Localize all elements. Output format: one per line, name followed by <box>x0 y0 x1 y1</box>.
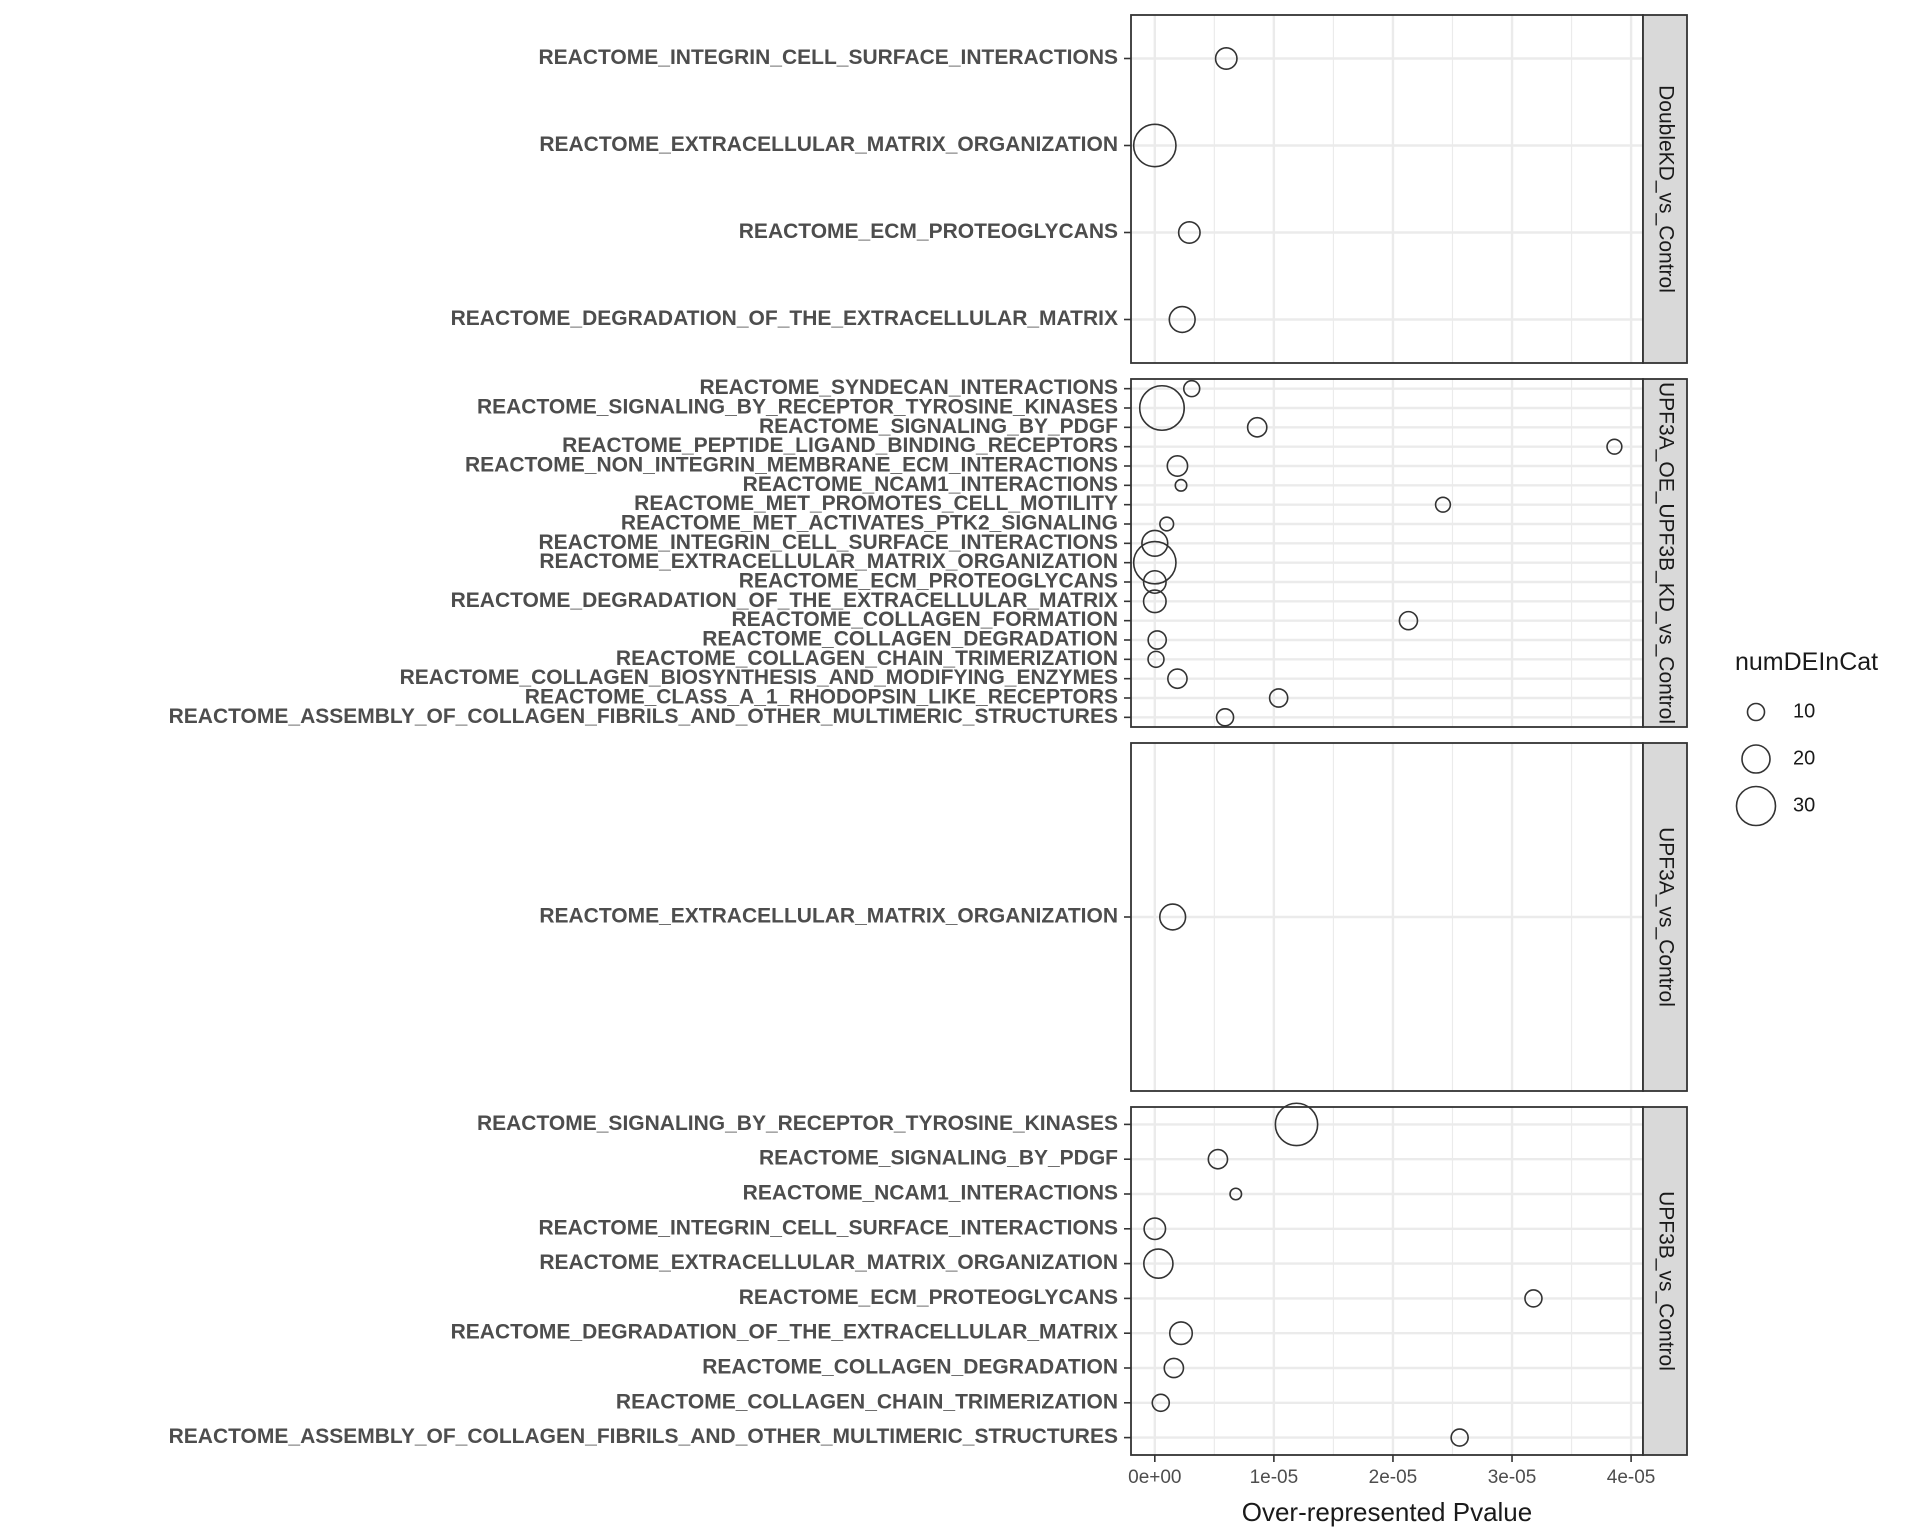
pathway-label: REACTOME_PEPTIDE_LIGAND_BINDING_RECEPTORS <box>562 434 1118 458</box>
legend-key-label: 10 <box>1793 700 1816 723</box>
pathway-label: REACTOME_COLLAGEN_FORMATION <box>731 608 1118 632</box>
facet-panel <box>539 743 1687 1091</box>
pathway-label: REACTOME_EXTRACELLULAR_MATRIX_ORGANIZATION <box>539 904 1118 928</box>
facet-strip-label: UPF3A_OE_UPF3B_KD_vs_Control <box>1654 382 1678 724</box>
pathway-label: REACTOME_NCAM1_INTERACTIONS <box>742 1181 1118 1205</box>
pathway-label: REACTOME_ASSEMBLY_OF_COLLAGEN_FIBRILS_AND_OTHER_MULTIMERIC_STRUCTURES <box>168 704 1118 728</box>
x-tick-label: 2e-05 <box>1368 1467 1418 1488</box>
legend-key-circle <box>1737 787 1776 826</box>
legend-key-label: 30 <box>1793 794 1816 817</box>
facet-panel <box>169 376 1687 728</box>
legend-key-circle <box>1742 745 1770 773</box>
panel-background <box>1131 15 1643 363</box>
x-tick-label: 4e-05 <box>1606 1467 1656 1488</box>
pathway-label: REACTOME_ECM_PROTEOGLYCANS <box>738 220 1118 244</box>
pathway-label: REACTOME_EXTRACELLULAR_MATRIX_ORGANIZATION <box>539 550 1118 574</box>
pathway-label: REACTOME_COLLAGEN_CHAIN_TRIMERIZATION <box>615 1390 1118 1414</box>
pathway-label: REACTOME_INTEGRIN_CELL_SURFACE_INTERACTIONS <box>538 530 1118 554</box>
pathway-label: REACTOME_SIGNALING_BY_RECEPTOR_TYROSINE_KINASES <box>476 395 1118 419</box>
pathway-label: REACTOME_INTEGRIN_CELL_SURFACE_INTERACTIONS <box>538 46 1118 70</box>
pathway-label: REACTOME_MET_PROMOTES_CELL_MOTILITY <box>634 492 1118 516</box>
x-tick-label: 0e+00 <box>1128 1467 1182 1488</box>
pathway-label: REACTOME_DEGRADATION_OF_THE_EXTRACELLULAR_MATRIX <box>450 307 1118 331</box>
x-tick-label: 3e-05 <box>1487 1467 1537 1488</box>
facet-strip-label: UPF3A_vs_Control <box>1654 827 1678 1007</box>
legend-title: numDEInCat <box>1735 648 1879 676</box>
pathway-label: REACTOME_MET_ACTIVATES_PTK2_SIGNALING <box>620 511 1118 535</box>
pathway-label: REACTOME_NON_INTEGRIN_MEMBRANE_ECM_INTERACTIONS <box>464 453 1118 477</box>
panel-background <box>1131 379 1643 727</box>
pathway-label: REACTOME_CLASS_A_1_RHODOPSIN_LIKE_RECEPTORS <box>524 685 1118 709</box>
facet-strip-label: UPF3B_vs_Control <box>1654 1191 1678 1371</box>
pathway-label: REACTOME_ECM_PROTEOGLYCANS <box>738 1285 1118 1309</box>
facet-panel <box>169 1103 1687 1455</box>
pathway-label: REACTOME_ASSEMBLY_OF_COLLAGEN_FIBRILS_AND_OTHER_MULTIMERIC_STRUCTURES <box>168 1425 1118 1449</box>
pathway-label: REACTOME_INTEGRIN_CELL_SURFACE_INTERACTIONS <box>538 1216 1118 1240</box>
pathway-label: REACTOME_DEGRADATION_OF_THE_EXTRACELLULAR_MATRIX <box>450 588 1118 612</box>
pathway-label: REACTOME_COLLAGEN_DEGRADATION <box>702 627 1118 651</box>
pathway-label: REACTOME_EXTRACELLULAR_MATRIX_ORGANIZATION <box>539 133 1118 157</box>
pathway-label: REACTOME_SYNDECAN_INTERACTIONS <box>699 376 1118 400</box>
size-legend <box>1735 648 1878 826</box>
pathway-label: REACTOME_NCAM1_INTERACTIONS <box>742 472 1118 496</box>
pathway-label: REACTOME_COLLAGEN_BIOSYNTHESIS_AND_MODIFYING_ENZYMES <box>399 666 1118 690</box>
x-axis-title: Over-represented Pvalue <box>1241 1497 1533 1527</box>
facet-panel <box>451 15 1687 363</box>
pathway-label: REACTOME_COLLAGEN_DEGRADATION <box>702 1355 1118 1379</box>
legend-key-circle <box>1748 704 1765 721</box>
x-tick-label: 1e-05 <box>1249 1467 1299 1488</box>
legend-key-label: 20 <box>1793 747 1816 770</box>
pathway-label: REACTOME_DEGRADATION_OF_THE_EXTRACELLULAR_MATRIX <box>450 1320 1118 1344</box>
pathway-label: REACTOME_SIGNALING_BY_RECEPTOR_TYROSINE_KINASES <box>476 1111 1118 1135</box>
facet-strip-label: DoubleKD_vs_Control <box>1654 85 1678 293</box>
pathway-label: REACTOME_EXTRACELLULAR_MATRIX_ORGANIZATION <box>539 1251 1118 1275</box>
pathway-label: REACTOME_COLLAGEN_CHAIN_TRIMERIZATION <box>615 646 1118 670</box>
pathway-label: REACTOME_ECM_PROTEOGLYCANS <box>738 569 1118 593</box>
pathway-label: REACTOME_SIGNALING_BY_PDGF <box>759 1146 1118 1170</box>
pathway-label: REACTOME_SIGNALING_BY_PDGF <box>759 414 1118 438</box>
